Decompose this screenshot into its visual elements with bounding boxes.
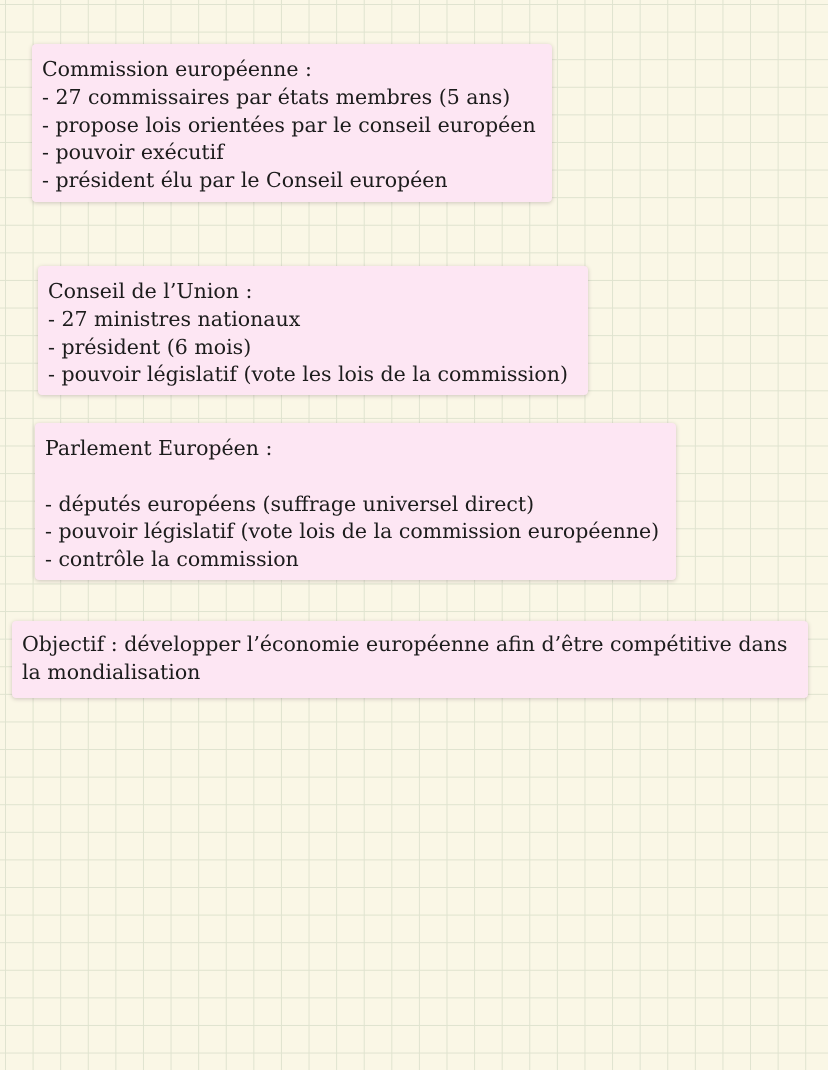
note-line: - 27 ministres nationaux: [48, 306, 301, 331]
note-line: - députés européens (suffrage universel direct): [45, 491, 535, 516]
note-line: - pouvoir législatif (vote lois de la commission européenne): [45, 519, 660, 544]
blank-line: [45, 463, 666, 491]
note-parlement-europeen[interactable]: [35, 423, 676, 580]
note-line: - pouvoir exécutif: [42, 140, 224, 165]
note-title: Commission européenne :: [42, 57, 312, 81]
note-commission-europeenne[interactable]: [32, 44, 552, 202]
note-line: - contrôle la commission: [45, 547, 299, 572]
note-title: Conseil de l’Union :: [48, 279, 253, 303]
note-objectif[interactable]: [12, 621, 808, 698]
note-title: Parlement Européen :: [45, 436, 273, 460]
note-line: - 27 commissaires par états membres (5 ans): [42, 84, 511, 109]
note-line: - propose lois orientées par le conseil européen: [42, 112, 536, 137]
note-line: - pouvoir législatif (vote les lois de la commission): [48, 362, 568, 387]
note-text: Objectif : développer l’économie européenne afin d’être compétitive dans la mondialisation: [22, 632, 788, 684]
note-conseil-union[interactable]: [38, 266, 588, 395]
note-line: - président (6 mois): [48, 334, 252, 359]
note-line: - président élu par le Conseil européen: [42, 168, 448, 193]
